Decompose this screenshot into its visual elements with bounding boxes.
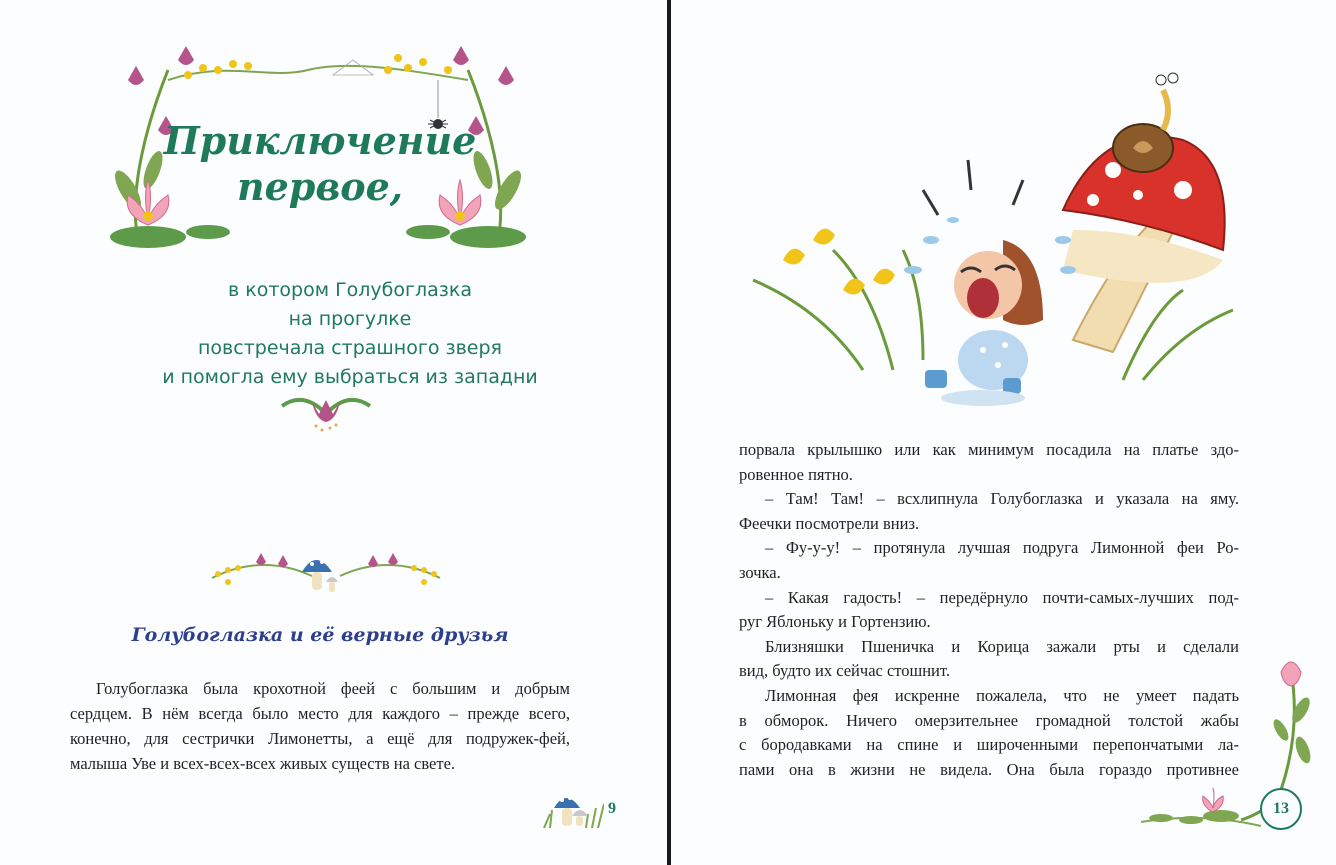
text-line: Близняшки Пшеничка и Корица зажали рты и сделали xyxy=(765,636,1239,656)
corner-vine-ornament xyxy=(1141,650,1331,840)
text-line: зочка. xyxy=(739,562,781,582)
section-heading: Голубоглазка и её верные друзья xyxy=(131,624,509,646)
tulip-icon xyxy=(1281,662,1301,686)
text-line: вид, будто их сейчас стошнит. xyxy=(739,661,950,681)
left-page xyxy=(0,0,667,865)
right-page xyxy=(671,0,1336,865)
text-line: сердцем. В нём всегда было место для каждого – прежде всего, xyxy=(70,704,570,723)
fairy-character xyxy=(925,240,1043,406)
body-text xyxy=(70,676,570,776)
text-line: Лимонная фея искренне пожалела, что не умеет падать xyxy=(765,685,1239,705)
crying-fairy-illustration xyxy=(743,40,1303,425)
chapter-subtitle xyxy=(120,276,580,392)
text-line: руг Яблоньку и Гортензию. xyxy=(739,612,931,632)
footer-mushroom-ornament xyxy=(542,784,604,830)
subtitle-line: повстречала страшного зверя xyxy=(198,337,502,359)
text-line: Голубоглазка была крохотной феей с большим и добрым xyxy=(96,679,570,698)
text-line: конечно, для сестрички Лимонетты, а ещё для подружек-фей, xyxy=(70,729,570,748)
flower-ornament xyxy=(278,392,374,434)
text-line: ровенное пятно. xyxy=(739,464,853,484)
text-line: пами она в жизни не видела. Она была гораздо противнее xyxy=(739,759,1239,779)
lotus-flower-icon xyxy=(1203,788,1224,812)
subtitle-line: в котором Голубоглазка xyxy=(227,279,473,301)
text-line: – Какая гадость! – передёрнуло почти-самых-лучших под- xyxy=(765,587,1239,607)
page-number: 13 xyxy=(1260,788,1302,830)
mushroom-icon xyxy=(302,560,338,592)
text-line: – Фу-у-у! – протянула лучшая подруга Лимонной феи Ро- xyxy=(765,538,1239,558)
mushroom-icon xyxy=(554,796,588,826)
chapter-title-line: Приключение xyxy=(163,118,477,163)
text-line: малыша Уве и всех-всех-всех живых существ на свете. xyxy=(70,754,456,773)
text-line: Феечки посмотрели вниз. xyxy=(739,513,920,533)
mushroom-garland-ornament xyxy=(208,548,444,598)
snail-icon xyxy=(1113,73,1178,172)
page-number: 9 xyxy=(608,800,616,817)
text-line: в обморок. Ничего омерзительнее громадной толстой жабы xyxy=(739,710,1239,730)
text-line: с бородавками на спине и широченными перепончатыми ла- xyxy=(739,735,1239,755)
subtitle-line: и помогла ему выбраться из западни xyxy=(162,366,538,388)
chapter-title-line: первое, xyxy=(236,164,404,209)
chapter-title xyxy=(150,118,490,210)
subtitle-line: на прогулке xyxy=(288,308,412,330)
text-line: – Там! Там! – всхлипнула Голубоглазка и указала на яму. xyxy=(765,489,1239,509)
text-line: порвала крылышко или как минимум посадила на платье здо- xyxy=(739,440,1239,459)
